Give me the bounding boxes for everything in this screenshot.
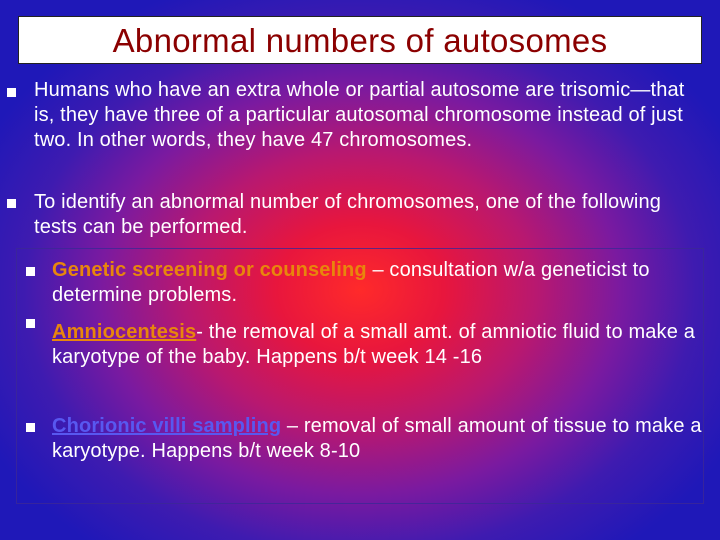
square-bullet-icon	[7, 199, 16, 208]
sub-bullet-rest: – consultation w/a geneticist to determine problems.	[52, 259, 650, 306]
bullet-text: To identify an abnormal number of chromosomes, one of the following tests can be performed.	[34, 191, 662, 238]
sub-bullet-text	[52, 320, 716, 370]
term-genetic-screening: Genetic screening or counseling	[52, 259, 367, 281]
sub-bullet-text	[52, 414, 712, 464]
term-chorionic-villi: Chorionic villi sampling	[52, 415, 282, 437]
square-bullet-icon	[26, 423, 35, 432]
slide-title: Abnormal numbers of autosomes	[112, 22, 608, 59]
square-bullet-icon	[26, 267, 35, 276]
sub-bullet-rest: - the removal of a small amt. of amniotic fluid to make a karyotype of the baby. Happens b/t week 14 -16	[52, 321, 695, 368]
sub-bullet-rest: – removal of small amount of tissue to make a karyotype. Happens b/t week 8-10	[52, 415, 702, 462]
bullet-text: Humans who have an extra whole or partial autosome are trisomic—that is, they have three of a particular autosomal chromosome instead of just two. In other words, they have 47 chromosomes.	[34, 79, 685, 151]
square-bullet-icon	[26, 319, 35, 328]
sub-bullet-text	[52, 258, 712, 308]
term-amniocentesis: Amniocentesis	[52, 321, 197, 343]
square-bullet-icon	[7, 88, 16, 97]
